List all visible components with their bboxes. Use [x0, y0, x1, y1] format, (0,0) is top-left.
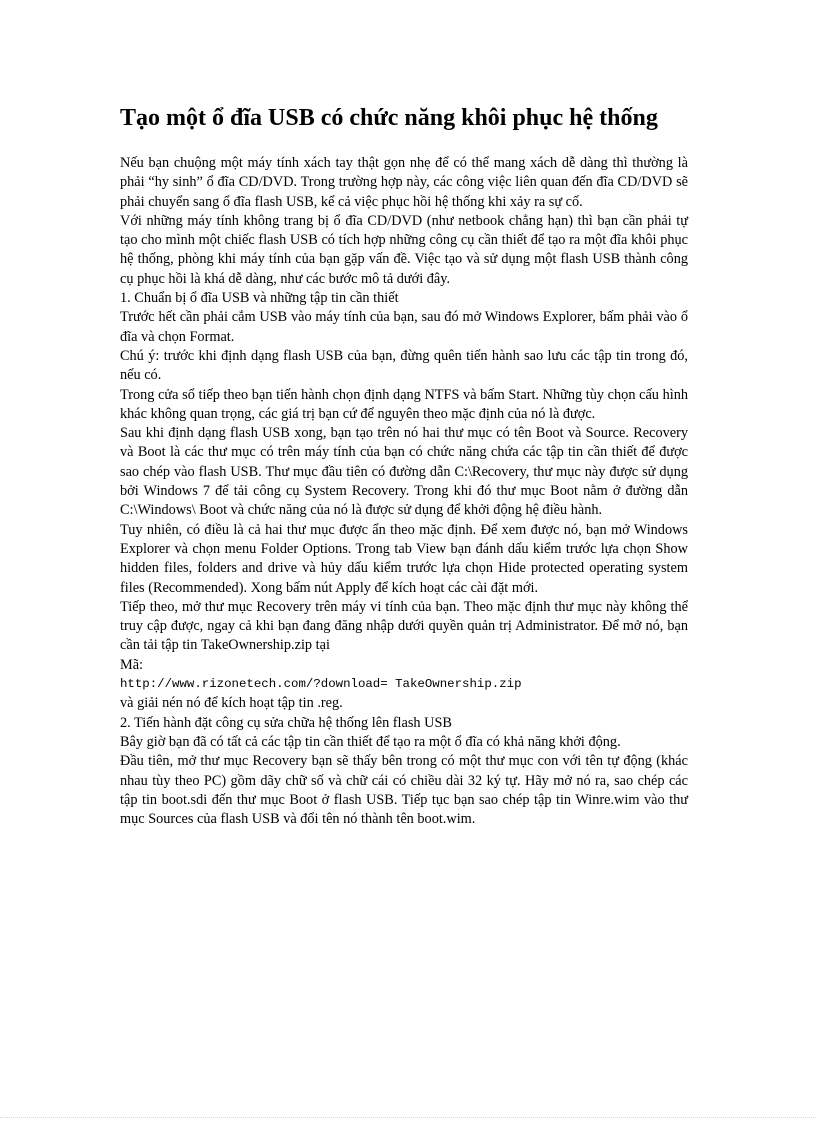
- page-bottom-divider: [0, 1117, 816, 1118]
- paragraph-ready: Bây giờ bạn đã có tất cả các tập tin cần thiết để tạo ra một ổ đĩa có khả năng khởi động.: [120, 733, 621, 750]
- paragraph-format: Trước hết cần phải cắm USB vào máy tính của bạn, sau đó mở Windows Explorer, bấm phải vào ổ đĩa và chọn Format.: [120, 309, 688, 345]
- paragraph-netbook: Với những máy tính không trang bị ổ đĩa CD/DVD (như netbook chẳng hạn) thì bạn cần phải tự tạo cho mình một chiếc flash USB có tích hợp những công cụ cần thiết để tạo ra một đĩa khôi phục hệ thống, phòng khi máy tính của bạn gặp vấn đề. Việc tạo và sử dụng một flash USB thành công cụ phục hồi là khá dễ dàng, như các bước mô tả dưới đây.: [120, 212, 688, 287]
- paragraph-folders: Sau khi định dạng flash USB xong, bạn tạo trên nó hai thư mục có tên Boot và Source. Recovery và Boot là các thư mục có trên máy tính của bạn có chức năng chứa các tập tin cần thiết để được sao chép vào flash USB. Thư mục đầu tiên có đường dẫn C:\Recovery, thư mục này được sử dụng bởi Windows 7 để tải công cụ System Recovery. Trong khi đó thư mục Boot nằm ở đường dẫn C:\Windows\ Boot và chức năng của nó là được sử dụng để khởi động hệ điều hành.: [120, 425, 688, 519]
- paragraph-hidden: Tuy nhiên, có điều là cả hai thư mục được ẩn theo mặc định. Để xem được nó, bạn mở Windows Explorer và chọn menu Folder Options. Trong tab View bạn đánh dấu kiểm trước lựa chọn Show hidden files, folders and drive và hủy dấu kiểm trước lựa chọn Hide protected operating system files (Recommended). Xong bấm nút Apply để kích hoạt các cài đặt mới.: [120, 521, 688, 596]
- paragraph-recovery: Tiếp theo, mở thư mục Recovery trên máy vi tính của bạn. Theo mặc định thư mục này không thể truy cập được, ngay cả khi bạn đang đăng nhập dưới quyền quản trị Administrator. Để mở nó, bạn cần tải tập tin TakeOwnership.zip tại: [120, 598, 688, 654]
- paragraph-copy: Đầu tiên, mở thư mục Recovery bạn sẽ thấy bên trong có một thư mục con với tên tự động (khác nhau tùy theo PC) gồm dãy chữ số và chữ cái có chiều dài 32 ký tự. Hãy mở nó ra, sao chép các tập tin boot.sdi đến thư mục Boot ở flash USB. Tiếp tục bạn sao chép tập tin Winre.wim vào thư mục Sources của flash USB và đổi tên nó thành tên boot.wim.: [120, 753, 688, 828]
- document-title: Tạo một ổ đĩa USB có chức năng khôi phục hệ thống: [120, 105, 658, 131]
- download-url: http://www.rizonetech.com/?download= TakeOwnership.zip: [120, 677, 522, 692]
- paragraph-extract: và giải nén nó để kích hoạt tập tin .reg.: [120, 695, 343, 712]
- section-heading-2: 2. Tiến hành đặt công cụ sửa chữa hệ thống lên flash USB: [120, 714, 452, 731]
- paragraph-note: Chú ý: trước khi định dạng flash USB của bạn, đừng quên tiến hành sao lưu các tập tin trong đó, nếu có.: [120, 347, 688, 384]
- code-label: Mã:: [120, 656, 144, 673]
- document-body: [120, 104, 688, 829]
- section-heading-1: 1. Chuẩn bị ổ đĩa USB và những tập tin cần thiết: [120, 290, 399, 307]
- paragraph-ntfs: Trong cửa sổ tiếp theo bạn tiến hành chọn định dạng NTFS và bấm Start. Những tùy chọn cấu hình khác không quan trọng, các giá trị bạn cứ để nguyên theo mặc định của nó là được.: [120, 386, 688, 422]
- paragraph-intro: Nếu bạn chuộng một máy tính xách tay thật gọn nhẹ để có thể mang xách dễ dàng thì thường là phải “hy sinh” ổ đĩa CD/DVD. Trong trường hợp này, các công việc liên quan đến đĩa CD/DVD sẽ phải chuyển sang ổ đĩa flash USB, kể cả việc phục hồi hệ thống khi xảy ra sự cố.: [120, 155, 688, 210]
